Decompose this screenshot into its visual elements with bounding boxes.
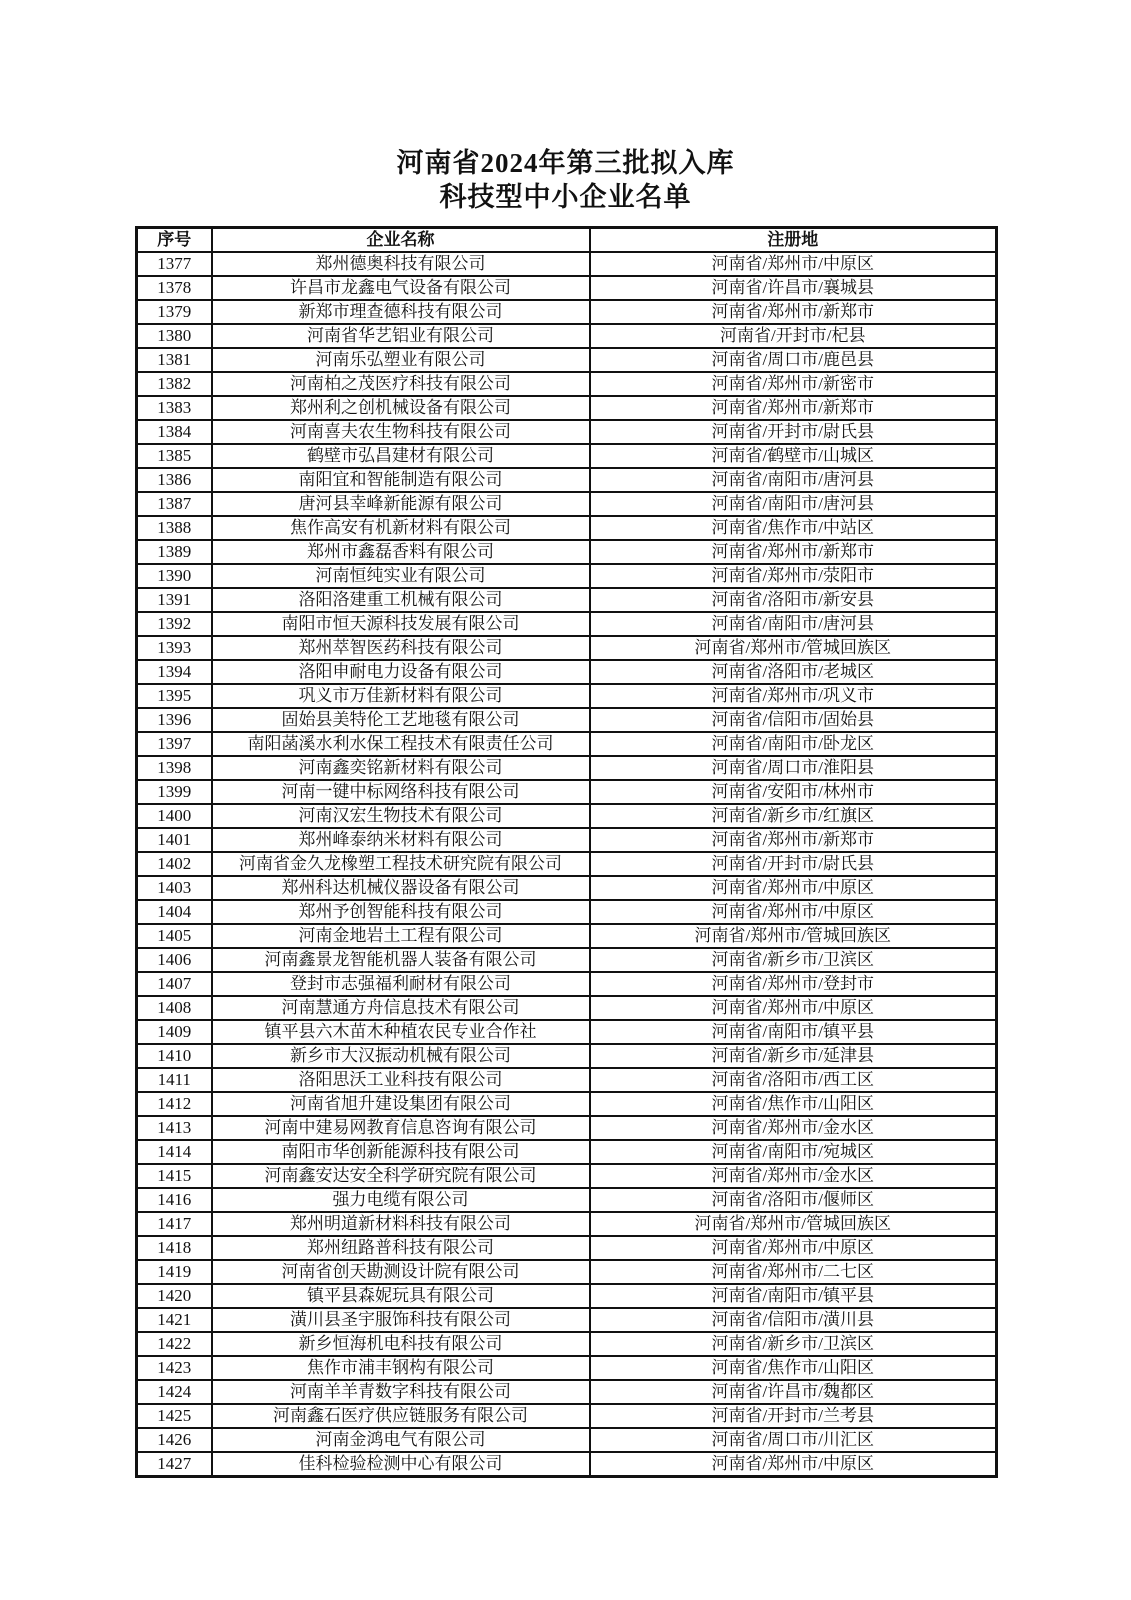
table-row (137, 828, 997, 852)
serial-cell: 1399 (137, 780, 212, 804)
table-row (137, 588, 997, 612)
serial-cell: 1394 (137, 660, 212, 684)
table-row (137, 1212, 997, 1236)
company-name-cell: 潢川县圣宇服饰科技有限公司 (212, 1308, 590, 1332)
serial-cell: 1417 (137, 1212, 212, 1236)
serial-cell: 1397 (137, 732, 212, 756)
serial-cell: 1383 (137, 396, 212, 420)
serial-cell: 1389 (137, 540, 212, 564)
serial-cell: 1379 (137, 300, 212, 324)
registration-cell: 河南省/焦作市/中站区 (590, 516, 997, 540)
company-name-cell: 焦作高安有机新材料有限公司 (212, 516, 590, 540)
company-name-cell: 南阳菡溪水利水保工程技术有限责任公司 (212, 732, 590, 756)
registration-cell: 河南省/南阳市/唐河县 (590, 468, 997, 492)
serial-cell: 1410 (137, 1044, 212, 1068)
table-row (137, 852, 997, 876)
company-name-cell: 新郑市理查德科技有限公司 (212, 300, 590, 324)
table-row (137, 1068, 997, 1092)
table-row (137, 276, 997, 300)
registration-cell: 河南省/郑州市/荥阳市 (590, 564, 997, 588)
registration-cell: 河南省/南阳市/镇平县 (590, 1284, 997, 1308)
company-name-cell: 河南喜夫农生物科技有限公司 (212, 420, 590, 444)
serial-cell: 1382 (137, 372, 212, 396)
serial-cell: 1427 (137, 1452, 212, 1477)
company-name-cell: 郑州科达机械仪器设备有限公司 (212, 876, 590, 900)
table-row (137, 1092, 997, 1116)
company-name-cell: 巩义市万佳新材料有限公司 (212, 684, 590, 708)
company-name-cell: 河南汉宏生物技术有限公司 (212, 804, 590, 828)
registration-cell: 河南省/郑州市/中原区 (590, 996, 997, 1020)
company-name-cell: 登封市志强福利耐材有限公司 (212, 972, 590, 996)
table-row (137, 468, 997, 492)
registration-cell: 河南省/南阳市/唐河县 (590, 612, 997, 636)
serial-cell: 1419 (137, 1260, 212, 1284)
serial-cell: 1421 (137, 1308, 212, 1332)
company-name-cell: 郑州予创智能科技有限公司 (212, 900, 590, 924)
serial-cell: 1413 (137, 1116, 212, 1140)
company-name-cell: 焦作市浦丰钢构有限公司 (212, 1356, 590, 1380)
serial-cell: 1380 (137, 324, 212, 348)
registration-cell: 河南省/焦作市/山阳区 (590, 1092, 997, 1116)
company-table (135, 226, 998, 1478)
table-row (137, 324, 997, 348)
table-row (137, 1188, 997, 1212)
table-row (137, 1020, 997, 1044)
registration-cell: 河南省/周口市/淮阳县 (590, 756, 997, 780)
table-row (137, 372, 997, 396)
company-name-cell: 河南恒纯实业有限公司 (212, 564, 590, 588)
header-serial: 序号 (137, 228, 212, 253)
serial-cell: 1420 (137, 1284, 212, 1308)
serial-cell: 1412 (137, 1092, 212, 1116)
serial-cell: 1423 (137, 1356, 212, 1380)
table-row (137, 1116, 997, 1140)
company-name-cell: 郑州明道新材料科技有限公司 (212, 1212, 590, 1236)
registration-cell: 河南省/开封市/兰考县 (590, 1404, 997, 1428)
table-row (137, 444, 997, 468)
registration-cell: 河南省/郑州市/新郑市 (590, 300, 997, 324)
serial-cell: 1416 (137, 1188, 212, 1212)
company-name-cell: 河南柏之茂医疗科技有限公司 (212, 372, 590, 396)
serial-cell: 1396 (137, 708, 212, 732)
table-row (137, 1404, 997, 1428)
table-row (137, 564, 997, 588)
company-name-cell: 鹤壁市弘昌建材有限公司 (212, 444, 590, 468)
serial-cell: 1400 (137, 804, 212, 828)
registration-cell: 河南省/郑州市/登封市 (590, 972, 997, 996)
registration-cell: 河南省/郑州市/中原区 (590, 252, 997, 276)
table-row (137, 1284, 997, 1308)
table-row (137, 1452, 997, 1477)
table-row (137, 1308, 997, 1332)
registration-cell: 河南省/郑州市/新郑市 (590, 396, 997, 420)
title-line-2: 科技型中小企业名单 (439, 182, 692, 212)
company-name-cell: 洛阳洛建重工机械有限公司 (212, 588, 590, 612)
company-name-cell: 河南省旭升建设集团有限公司 (212, 1092, 590, 1116)
registration-cell: 河南省/许昌市/魏都区 (590, 1380, 997, 1404)
serial-cell: 1386 (137, 468, 212, 492)
serial-cell: 1424 (137, 1380, 212, 1404)
registration-cell: 河南省/安阳市/林州市 (590, 780, 997, 804)
table-row (137, 876, 997, 900)
serial-cell: 1418 (137, 1236, 212, 1260)
company-name-cell: 河南省创天勘测设计院有限公司 (212, 1260, 590, 1284)
table-row (137, 1428, 997, 1452)
serial-cell: 1411 (137, 1068, 212, 1092)
table-row (137, 948, 997, 972)
company-name-cell: 河南鑫石医疗供应链服务有限公司 (212, 1404, 590, 1428)
company-name-cell: 镇平县森妮玩具有限公司 (212, 1284, 590, 1308)
company-name-cell: 河南羊羊青数字科技有限公司 (212, 1380, 590, 1404)
registration-cell: 河南省/郑州市/中原区 (590, 900, 997, 924)
company-name-cell: 固始县美特伦工艺地毯有限公司 (212, 708, 590, 732)
registration-cell: 河南省/洛阳市/新安县 (590, 588, 997, 612)
company-name-cell: 河南乐弘塑业有限公司 (212, 348, 590, 372)
serial-cell: 1404 (137, 900, 212, 924)
title-line-1: 河南省2024年第三批拟入库 (396, 148, 735, 178)
table-row (137, 396, 997, 420)
company-name-cell: 南阳市华创新能源科技有限公司 (212, 1140, 590, 1164)
table-row (137, 900, 997, 924)
table-row (137, 660, 997, 684)
serial-cell: 1415 (137, 1164, 212, 1188)
serial-cell: 1393 (137, 636, 212, 660)
serial-cell: 1384 (137, 420, 212, 444)
registration-cell: 河南省/郑州市/管城回族区 (590, 636, 997, 660)
registration-cell: 河南省/郑州市/金水区 (590, 1164, 997, 1188)
registration-cell: 河南省/开封市/杞县 (590, 324, 997, 348)
company-name-cell: 南阳市恒天源科技发展有限公司 (212, 612, 590, 636)
registration-cell: 河南省/开封市/尉氏县 (590, 420, 997, 444)
company-name-cell: 河南鑫安达安全科学研究院有限公司 (212, 1164, 590, 1188)
serial-cell: 1425 (137, 1404, 212, 1428)
registration-cell: 河南省/周口市/鹿邑县 (590, 348, 997, 372)
serial-cell: 1378 (137, 276, 212, 300)
serial-cell: 1392 (137, 612, 212, 636)
company-name-cell: 南阳宜和智能制造有限公司 (212, 468, 590, 492)
registration-cell: 河南省/新乡市/卫滨区 (590, 1332, 997, 1356)
company-name-cell: 河南金鸿电气有限公司 (212, 1428, 590, 1452)
serial-cell: 1403 (137, 876, 212, 900)
company-name-cell: 新乡恒海机电科技有限公司 (212, 1332, 590, 1356)
serial-cell: 1408 (137, 996, 212, 1020)
table-row (137, 732, 997, 756)
table-row (137, 420, 997, 444)
company-name-cell: 许昌市龙鑫电气设备有限公司 (212, 276, 590, 300)
registration-cell: 河南省/洛阳市/老城区 (590, 660, 997, 684)
serial-cell: 1426 (137, 1428, 212, 1452)
table-row (137, 1044, 997, 1068)
registration-cell: 河南省/新乡市/延津县 (590, 1044, 997, 1068)
serial-cell: 1385 (137, 444, 212, 468)
registration-cell: 河南省/郑州市/中原区 (590, 1236, 997, 1260)
registration-cell: 河南省/周口市/川汇区 (590, 1428, 997, 1452)
table-row (137, 780, 997, 804)
table-row (137, 516, 997, 540)
serial-cell: 1401 (137, 828, 212, 852)
registration-cell: 河南省/南阳市/唐河县 (590, 492, 997, 516)
header-company-name: 企业名称 (212, 228, 590, 253)
serial-cell: 1390 (137, 564, 212, 588)
company-name-cell: 新乡市大汉振动机械有限公司 (212, 1044, 590, 1068)
table-row (137, 1236, 997, 1260)
registration-cell: 河南省/南阳市/宛城区 (590, 1140, 997, 1164)
registration-cell: 河南省/郑州市/二七区 (590, 1260, 997, 1284)
company-name-cell: 洛阳思沃工业科技有限公司 (212, 1068, 590, 1092)
registration-cell: 河南省/南阳市/卧龙区 (590, 732, 997, 756)
table-row (137, 1164, 997, 1188)
company-name-cell: 河南慧通方舟信息技术有限公司 (212, 996, 590, 1020)
table-row (137, 1380, 997, 1404)
table-row (137, 492, 997, 516)
table-row (137, 1260, 997, 1284)
registration-cell: 河南省/郑州市/中原区 (590, 876, 997, 900)
table-row (137, 684, 997, 708)
registration-cell: 河南省/郑州市/新密市 (590, 372, 997, 396)
header-registration: 注册地 (590, 228, 997, 253)
company-name-cell: 洛阳申耐电力设备有限公司 (212, 660, 590, 684)
serial-cell: 1388 (137, 516, 212, 540)
registration-cell: 河南省/郑州市/中原区 (590, 1452, 997, 1477)
company-name-cell: 河南金地岩土工程有限公司 (212, 924, 590, 948)
registration-cell: 河南省/许昌市/襄城县 (590, 276, 997, 300)
table-row (137, 636, 997, 660)
table-row (137, 804, 997, 828)
document-title (0, 0, 1131, 214)
table-row (137, 972, 997, 996)
serial-cell: 1381 (137, 348, 212, 372)
registration-cell: 河南省/郑州市/管城回族区 (590, 924, 997, 948)
company-name-cell: 郑州市鑫磊香料有限公司 (212, 540, 590, 564)
serial-cell: 1395 (137, 684, 212, 708)
serial-cell: 1398 (137, 756, 212, 780)
registration-cell: 河南省/洛阳市/西工区 (590, 1068, 997, 1092)
header-row (137, 228, 997, 253)
company-name-cell: 河南一键中标网络科技有限公司 (212, 780, 590, 804)
registration-cell: 河南省/南阳市/镇平县 (590, 1020, 997, 1044)
serial-cell: 1405 (137, 924, 212, 948)
table-row (137, 1356, 997, 1380)
registration-cell: 河南省/信阳市/固始县 (590, 708, 997, 732)
table-row (137, 1332, 997, 1356)
table-row (137, 756, 997, 780)
company-name-cell: 郑州萃智医药科技有限公司 (212, 636, 590, 660)
serial-cell: 1387 (137, 492, 212, 516)
table-row (137, 708, 997, 732)
company-name-cell: 河南中建易网教育信息咨询有限公司 (212, 1116, 590, 1140)
company-name-cell: 佳科检验检测中心有限公司 (212, 1452, 590, 1477)
registration-cell: 河南省/焦作市/山阳区 (590, 1356, 997, 1380)
registration-cell: 河南省/郑州市/金水区 (590, 1116, 997, 1140)
table-row (137, 612, 997, 636)
registration-cell: 河南省/开封市/尉氏县 (590, 852, 997, 876)
table-row (137, 540, 997, 564)
registration-cell: 河南省/洛阳市/偃师区 (590, 1188, 997, 1212)
company-name-cell: 强力电缆有限公司 (212, 1188, 590, 1212)
registration-cell: 河南省/郑州市/新郑市 (590, 540, 997, 564)
table-row (137, 996, 997, 1020)
table-row (137, 1140, 997, 1164)
serial-cell: 1402 (137, 852, 212, 876)
registration-cell: 河南省/新乡市/卫滨区 (590, 948, 997, 972)
company-name-cell: 郑州峰泰纳米材料有限公司 (212, 828, 590, 852)
company-name-cell: 河南省金久龙橡塑工程技术研究院有限公司 (212, 852, 590, 876)
company-name-cell: 河南省华艺铝业有限公司 (212, 324, 590, 348)
company-name-cell: 镇平县六木苗木种植农民专业合作社 (212, 1020, 590, 1044)
company-name-cell: 河南鑫奕铭新材料有限公司 (212, 756, 590, 780)
company-name-cell: 郑州利之创机械设备有限公司 (212, 396, 590, 420)
table-row (137, 924, 997, 948)
registration-cell: 河南省/郑州市/新郑市 (590, 828, 997, 852)
company-name-cell: 河南鑫景龙智能机器人装备有限公司 (212, 948, 590, 972)
registration-cell: 河南省/信阳市/潢川县 (590, 1308, 997, 1332)
company-name-cell: 郑州纽路普科技有限公司 (212, 1236, 590, 1260)
serial-cell: 1407 (137, 972, 212, 996)
company-name-cell: 唐河县幸峰新能源有限公司 (212, 492, 590, 516)
registration-cell: 河南省/郑州市/管城回族区 (590, 1212, 997, 1236)
table-row (137, 252, 997, 276)
serial-cell: 1409 (137, 1020, 212, 1044)
table-row (137, 348, 997, 372)
table-row (137, 300, 997, 324)
serial-cell: 1406 (137, 948, 212, 972)
serial-cell: 1422 (137, 1332, 212, 1356)
registration-cell: 河南省/新乡市/红旗区 (590, 804, 997, 828)
registration-cell: 河南省/鹤壁市/山城区 (590, 444, 997, 468)
serial-cell: 1377 (137, 252, 212, 276)
registration-cell: 河南省/郑州市/巩义市 (590, 684, 997, 708)
company-name-cell: 郑州德奥科技有限公司 (212, 252, 590, 276)
serial-cell: 1391 (137, 588, 212, 612)
serial-cell: 1414 (137, 1140, 212, 1164)
